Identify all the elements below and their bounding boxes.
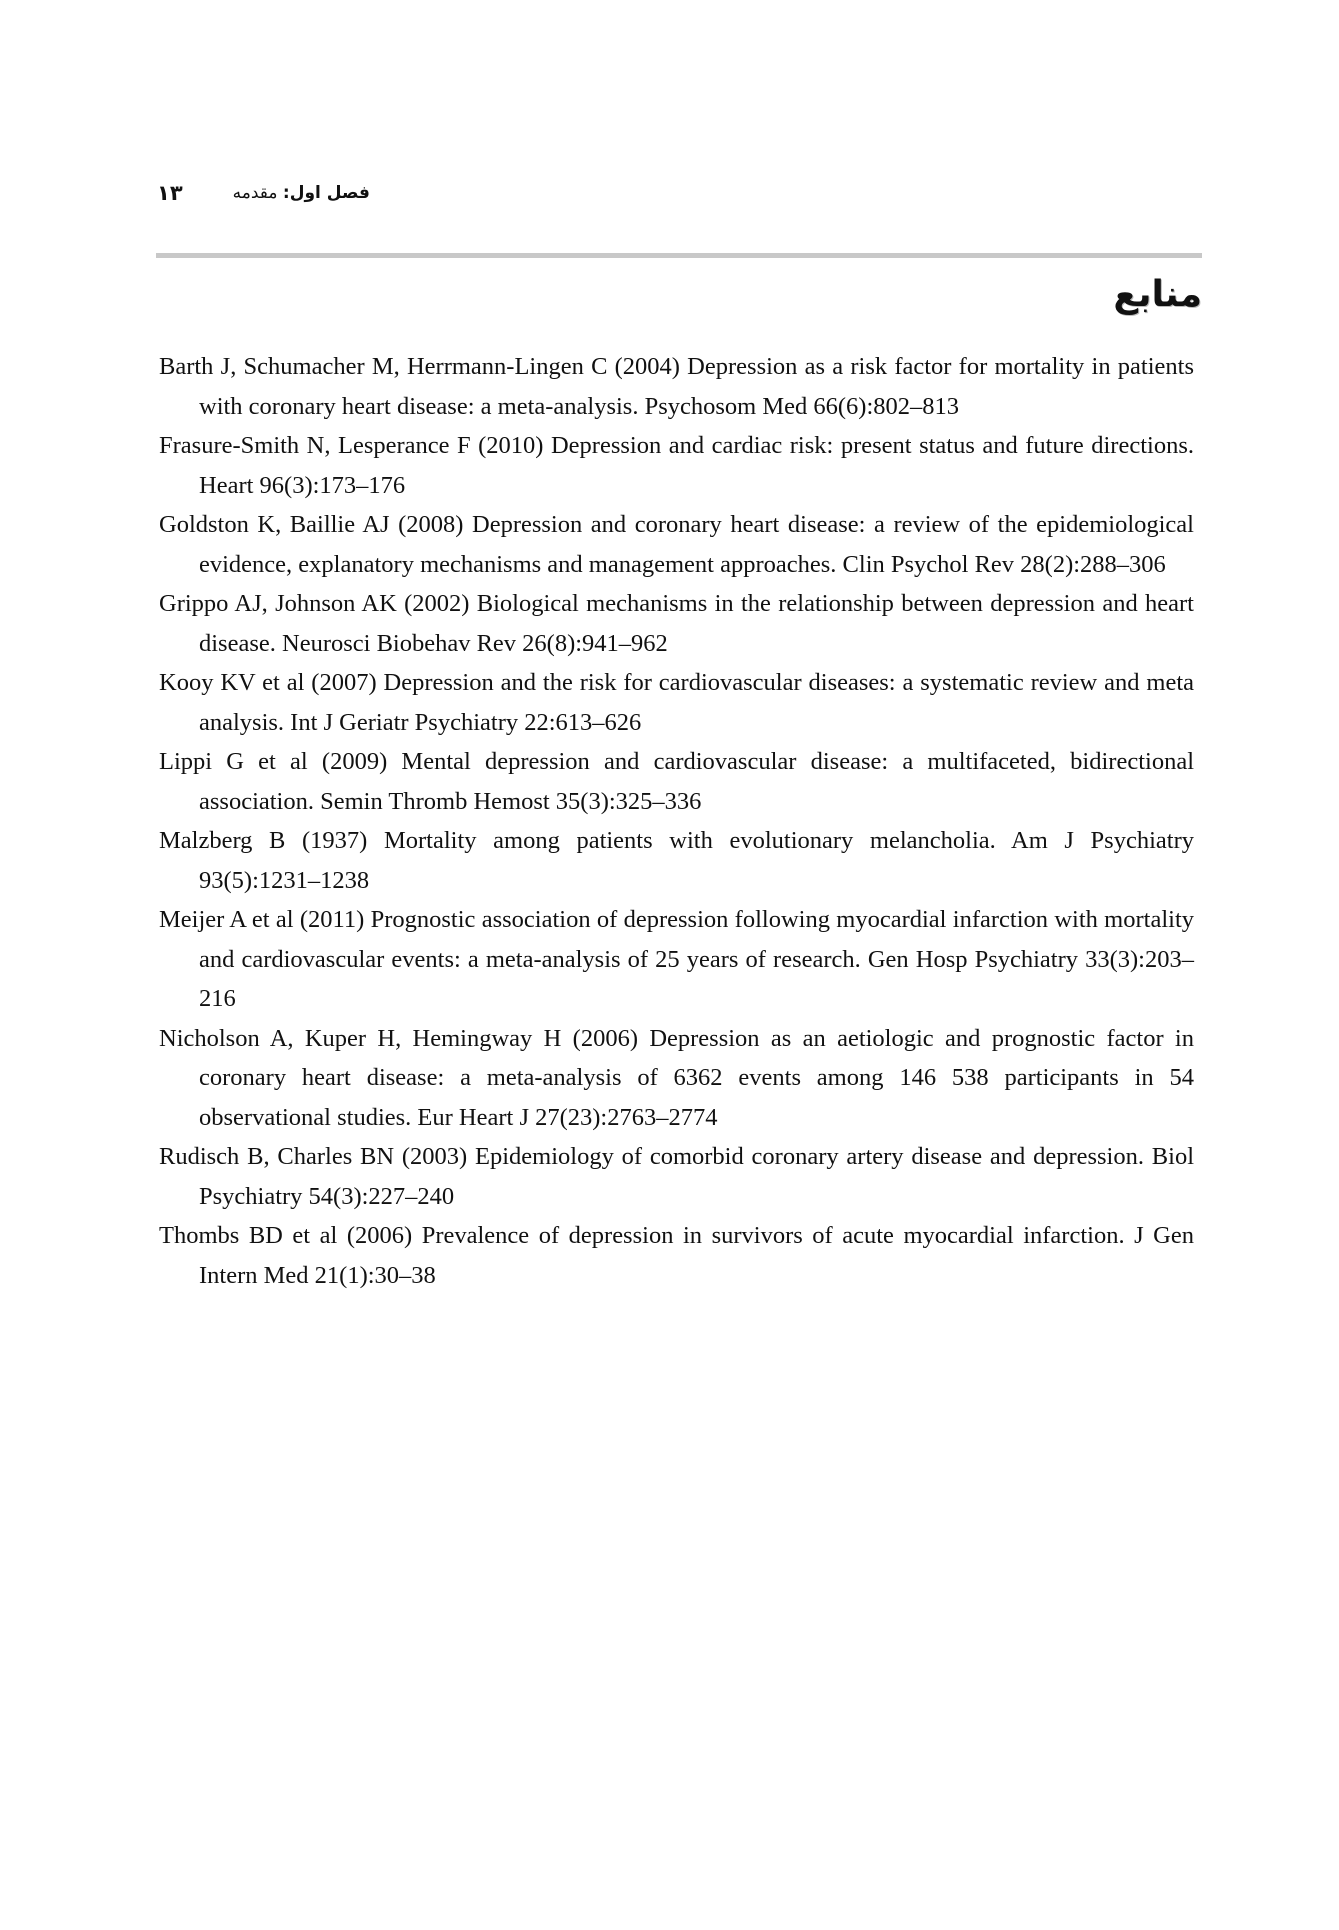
reference-item: Nicholson A, Kuper H, Hemingway H (2006) Depression as an aetiologic and prognostic factor in coronary heart disease: a meta-analysis of 6362 events among 146 538 participants in 54 observational studies. Eur Heart J 27(23):2763–2774	[159, 1024, 1194, 1131]
section-title: منابع	[1113, 274, 1202, 315]
running-header	[157, 176, 370, 210]
reference-item: Malzberg B (1937) Mortality among patients with evolutionary melancholia. Am J Psychiatry 93(5):1231–1238	[159, 827, 1194, 894]
page-number: ۱۳	[157, 181, 183, 205]
reference-item: Kooy KV et al (2007) Depression and the risk for cardiovascular diseases: a systematic review and meta analysis. Int J Geriatr Psychiatry 22:613–626	[159, 669, 1194, 736]
chapter-prefix: فصل اول:	[282, 183, 370, 203]
reference-item: Meijer A et al (2011) Prognostic association of depression following myocardial infarction with mortality and cardiovascular events: a meta-analysis of 25 years of research. Gen Hosp Psychiatry 33(3):203–216	[159, 906, 1194, 1012]
header-divider	[156, 253, 1202, 258]
reference-item: Frasure-Smith N, Lesperance F (2010) Depression and cardiac risk: present status and future directions. Heart 96(3):173–176	[159, 432, 1194, 499]
chapter-name: مقدمه	[232, 183, 278, 203]
reference-item: Grippo AJ, Johnson AK (2002) Biological mechanisms in the relationship between depression and heart disease. Neurosci Biobehav Rev 26(8):941–962	[159, 590, 1194, 657]
chapter-label	[233, 183, 370, 203]
reference-item: Rudisch B, Charles BN (2003) Epidemiology of comorbid coronary artery disease and depression. Biol Psychiatry 54(3):227–240	[159, 1143, 1194, 1210]
reference-item: Thombs BD et al (2006) Prevalence of depression in survivors of acute myocardial infarction. J Gen Intern Med 21(1):30–38	[159, 1222, 1194, 1289]
reference-item: Lippi G et al (2009) Mental depression and cardiovascular disease: a multifaceted, bidirectional association. Semin Thromb Hemost 35(3):325–336	[159, 748, 1194, 815]
reference-item: Barth J, Schumacher M, Herrmann-Lingen C (2004) Depression as a risk factor for mortality in patients with coronary heart disease: a meta-analysis. Psychosom Med 66(6):802–813	[159, 353, 1194, 420]
reference-item: Goldston K, Baillie AJ (2008) Depression and coronary heart disease: a review of the epidemiological evidence, explanatory mechanisms and management approaches. Clin Psychol Rev 28(2):288–306	[159, 511, 1194, 578]
reference-list	[159, 347, 1194, 1295]
